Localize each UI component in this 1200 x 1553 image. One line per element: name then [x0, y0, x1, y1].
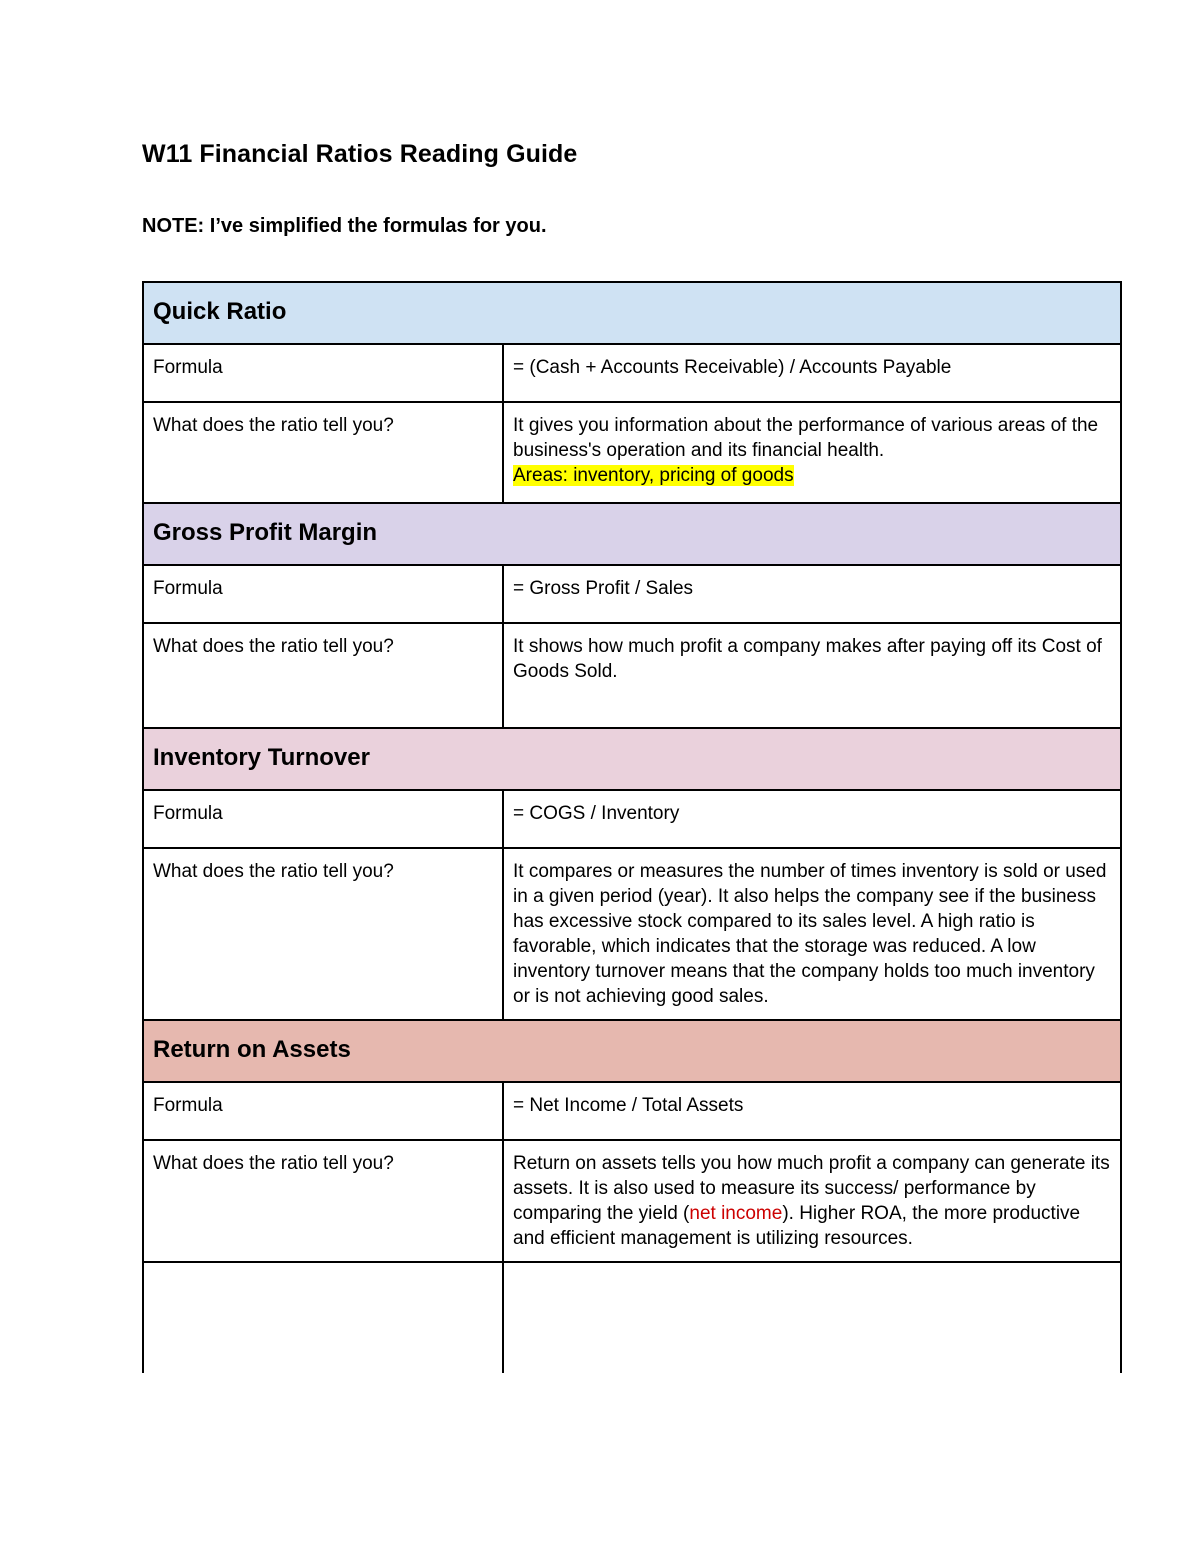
answer-text: It gives you information about the performance of various areas of the business's operation and its financial health. — [513, 415, 1099, 461]
answer-cell — [503, 1140, 1121, 1262]
question-label: What does the ratio tell you? — [143, 848, 503, 1020]
answer-text: Return on assets tells you how much profit a company can generate its assets. It is also used to measure its success/ performance by comparing the yield ( — [513, 1153, 1110, 1224]
formula-label: Formula — [143, 344, 503, 402]
answer-cell — [503, 623, 1121, 728]
formula-value: = Gross Profit / Sales — [503, 565, 1121, 623]
page-title: W11 Financial Ratios Reading Guide — [142, 140, 578, 168]
answer-cell — [503, 402, 1121, 503]
formula-value: = COGS / Inventory — [503, 790, 1121, 848]
red-text: net income — [689, 1203, 783, 1224]
formula-value: = (Cash + Accounts Receivable) / Accounts Payable — [503, 344, 1121, 402]
section-title-inventory-turnover: Inventory Turnover — [143, 728, 1121, 790]
empty-row — [143, 1262, 1121, 1373]
section-header-row — [143, 728, 1121, 790]
note-text: NOTE: I’ve simplified the formulas for you. — [142, 215, 547, 237]
table-row — [143, 565, 1121, 623]
table-row — [143, 1140, 1121, 1262]
section-title-return-on-assets: Return on Assets — [143, 1020, 1121, 1082]
section-header-row — [143, 1020, 1121, 1082]
answer-text-end: ). Higher ROA, the more productive and efficient management is utilizing resources. — [513, 1203, 1081, 1249]
table-row — [143, 344, 1121, 402]
section-title-quick-ratio: Quick Ratio — [143, 282, 1121, 344]
formula-value: = Net Income / Total Assets — [503, 1082, 1121, 1140]
section-header-row — [143, 282, 1121, 344]
table-row — [143, 848, 1121, 1020]
formula-label: Formula — [143, 1082, 503, 1140]
table-row — [143, 623, 1121, 728]
table-row — [143, 402, 1121, 503]
answer-text: It shows how much profit a company makes after paying off its Cost of Goods Sold. — [513, 636, 1102, 682]
section-title-gross-profit-margin: Gross Profit Margin — [143, 503, 1121, 565]
answer-cell — [503, 848, 1121, 1020]
empty-cell — [143, 1262, 503, 1373]
formula-label: Formula — [143, 790, 503, 848]
formula-label: Formula — [143, 565, 503, 623]
ratios-table — [142, 281, 1122, 1373]
table-row — [143, 1082, 1121, 1140]
section-header-row — [143, 503, 1121, 565]
question-label: What does the ratio tell you? — [143, 402, 503, 503]
highlighted-text: Areas: inventory, pricing of goods — [513, 465, 794, 486]
question-label: What does the ratio tell you? — [143, 1140, 503, 1262]
table-row — [143, 790, 1121, 848]
question-label: What does the ratio tell you? — [143, 623, 503, 728]
empty-cell — [503, 1262, 1121, 1373]
answer-text: It compares or measures the number of times inventory is sold or used in a given period (year). It also helps the company see if the business has excessive stock compared to its sales level. A high ratio is favorable, which indicates that the storage was reduced. A low inventory turnover means that the company holds too much inventory or is not achieving good sales. — [513, 861, 1107, 1007]
